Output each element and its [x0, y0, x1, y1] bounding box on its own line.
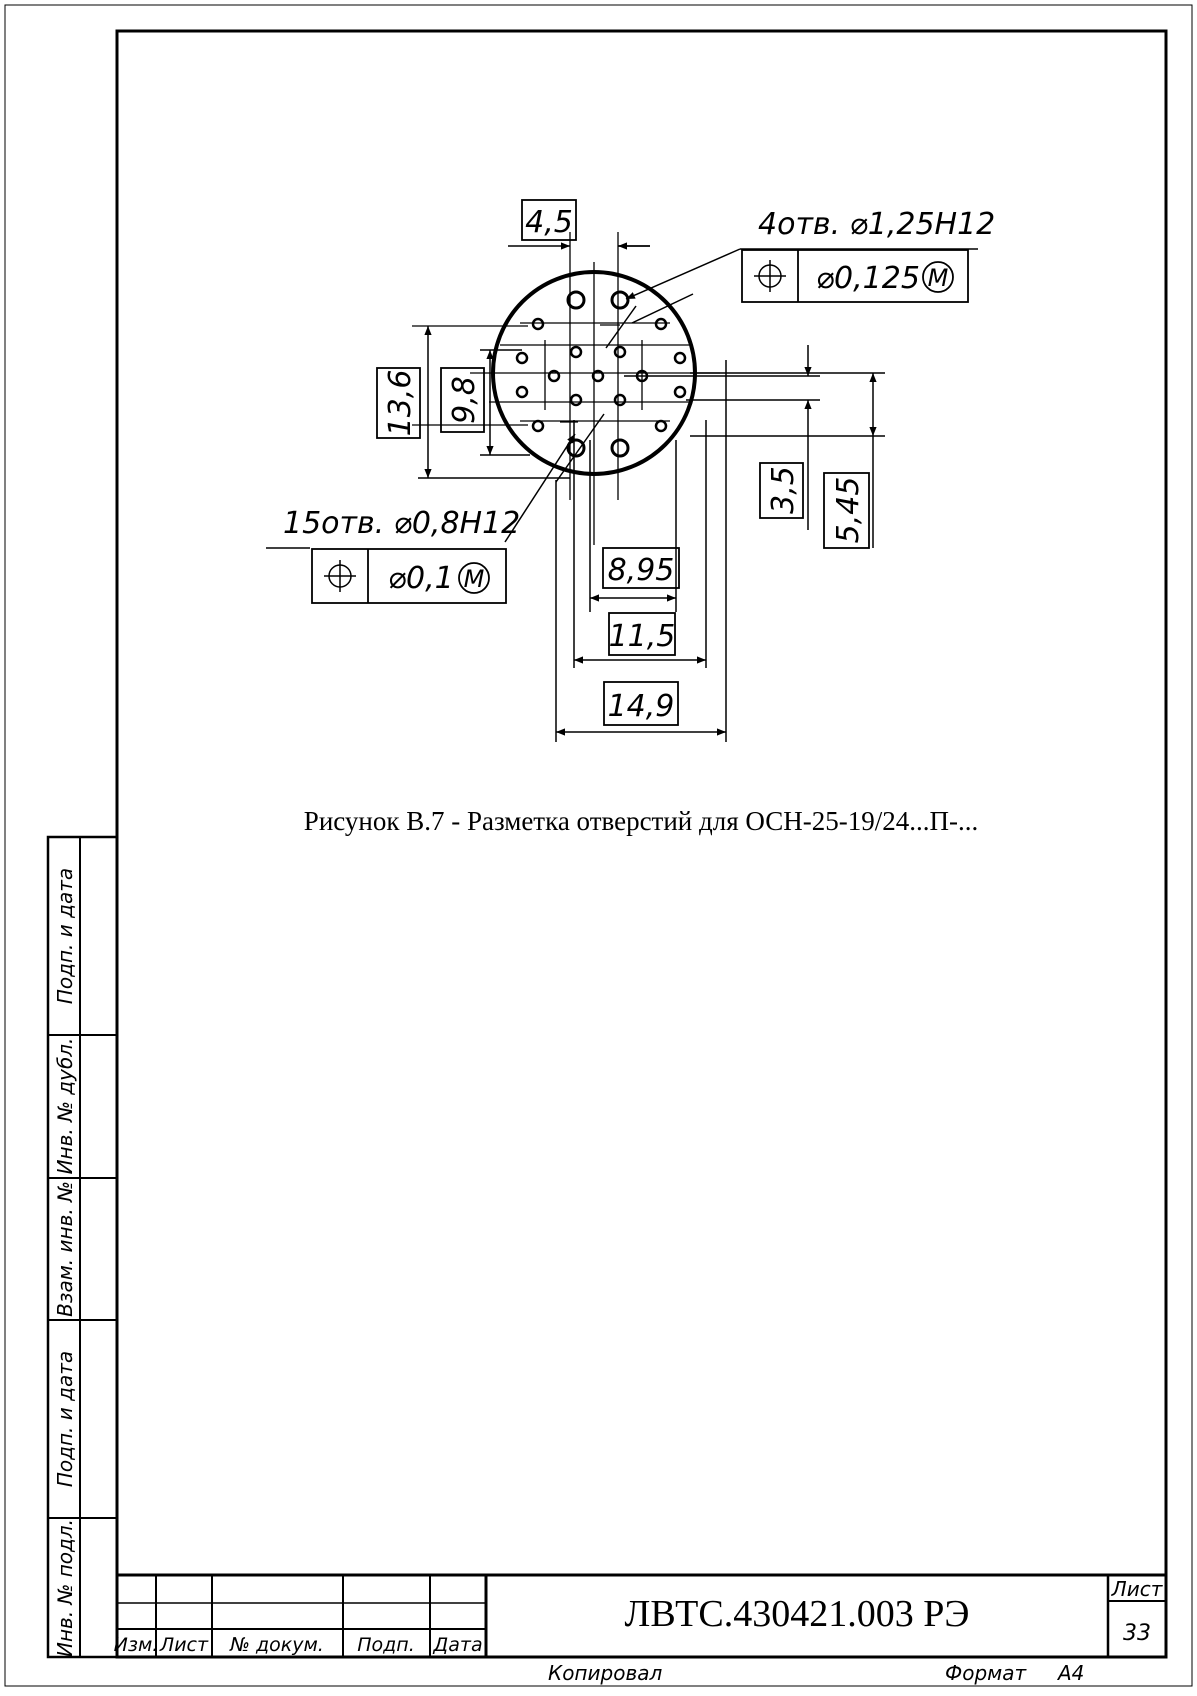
tb-format-value: А4: [1058, 1661, 1085, 1685]
hole-note-small: 15отв. ⌀0,8H12: [283, 506, 521, 541]
side-label-podp-data-1: Подп. и дата: [53, 867, 77, 1005]
dim-text-9-8: 9,8: [447, 376, 482, 424]
dim-14-9: [556, 360, 726, 742]
document-number: ЛВТС.430421.003 РЭ: [624, 1593, 970, 1635]
dim-text-14-9: 14,9: [607, 689, 675, 724]
tol-small-modifier: M: [463, 565, 485, 593]
dim-text-13-6: 13,6: [383, 369, 418, 437]
tb-format-label: Формат: [945, 1661, 1027, 1685]
tb-col-izm: Изм.: [113, 1634, 159, 1656]
dim-text-3-5: 3,5: [766, 466, 801, 514]
side-label-inv-dubl: Инв. № дубл.: [53, 1037, 77, 1175]
side-label-inv-podl: Инв. № подл.: [53, 1519, 77, 1657]
tol-large-modifier: M: [927, 264, 949, 292]
hole-note-large: 4отв. ⌀1,25H12: [758, 207, 996, 242]
dim-text-11-5: 11,5: [608, 619, 676, 654]
tb-col-data: Дата: [433, 1634, 483, 1656]
dim-text-8-95: 8,95: [607, 553, 675, 588]
large-holes: [568, 292, 628, 456]
dim-text-4-5: 4,5: [525, 205, 573, 240]
tb-col-docum: № докум.: [230, 1634, 324, 1656]
tol-small-value: ⌀0,1: [388, 561, 454, 596]
tb-sheet-label: Лист: [1111, 1577, 1163, 1601]
tb-col-list: Лист: [159, 1634, 209, 1656]
tb-copied-label: Копировал: [548, 1661, 663, 1685]
figure-caption: Рисунок В.7 - Разметка отверстий для ОСН-25-19/24...П-...: [303, 806, 979, 836]
side-label-vzam-inv: Взам. инв. №: [53, 1181, 77, 1317]
tb-col-podp: Подп.: [357, 1634, 415, 1656]
tb-sheet-number: 33: [1123, 1621, 1151, 1646]
outer-border: [5, 5, 1192, 1686]
side-label-podp-data-2: Подп. и дата: [53, 1350, 77, 1488]
tol-large-value: ⌀0,125: [816, 261, 920, 296]
drawing-frame: [117, 31, 1166, 1657]
small-holes: [517, 319, 685, 431]
dim-text-5-45: 5,45: [831, 476, 866, 544]
